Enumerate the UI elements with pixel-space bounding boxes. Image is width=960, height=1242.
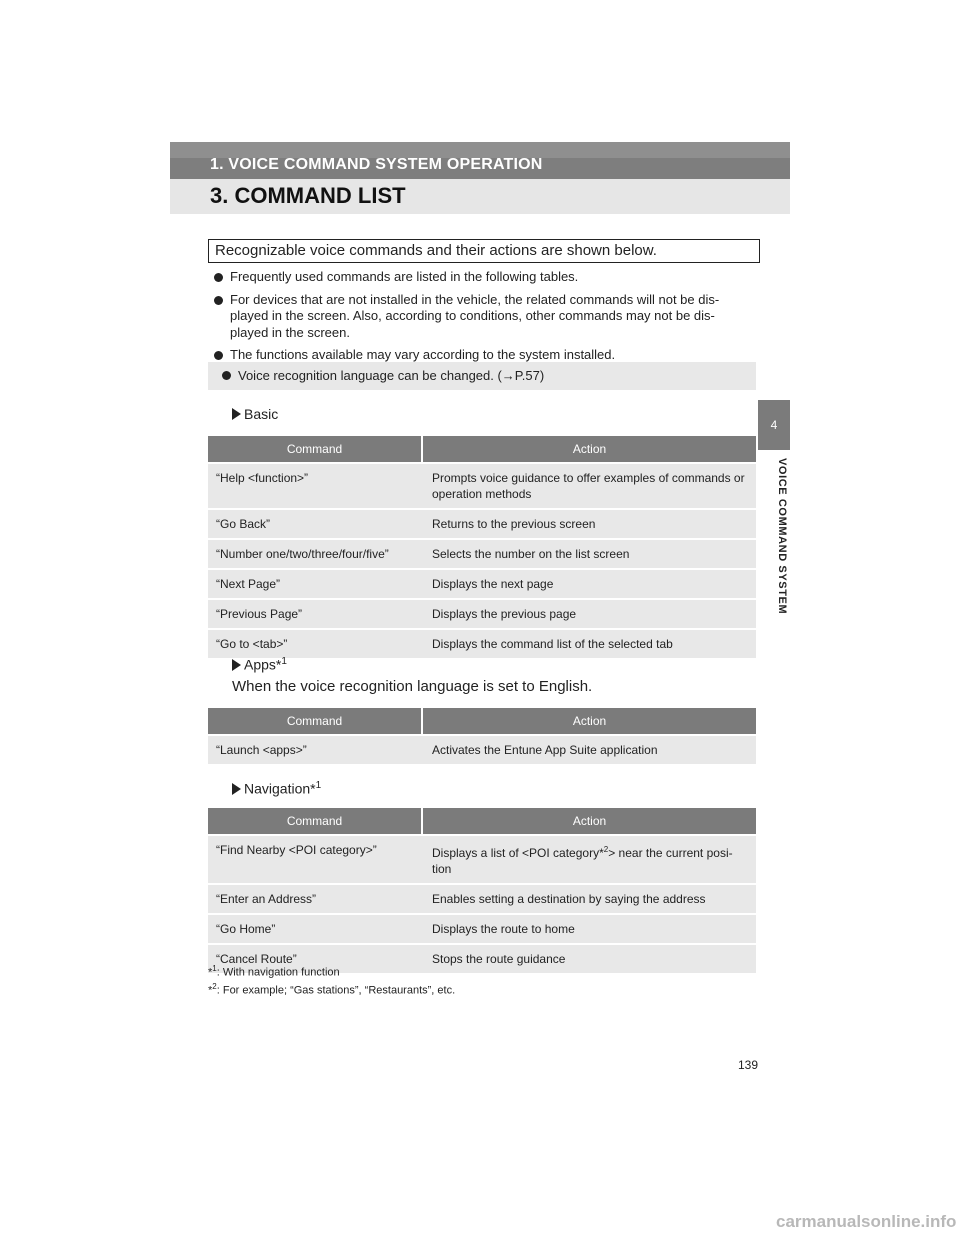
note-box (208, 362, 756, 390)
footnote-text: : With navigation function (216, 966, 340, 979)
command-cell: “Find Nearby <POI category>” (208, 835, 422, 884)
command-column-header: Command (208, 436, 422, 463)
table-row (208, 884, 756, 914)
footnote (208, 980, 455, 998)
command-cell: “Previous Page” (208, 599, 422, 629)
table-header-row (208, 436, 756, 463)
page-number: 139 (738, 1058, 759, 1072)
apps-heading (232, 656, 287, 673)
basic-command-table (208, 436, 756, 658)
command-cell: “Enter an Address” (208, 884, 422, 914)
triangle-right-icon (232, 659, 241, 671)
action-column-header: Action (422, 808, 756, 835)
footnote-marker: 1 (212, 964, 217, 973)
table-header-row (208, 708, 756, 735)
table-row (208, 539, 756, 569)
command-cell: “Go to <tab>” (208, 629, 422, 658)
side-chapter-label: VOICE COMMAND SYSTEM (776, 458, 788, 615)
intro-box: Recognizable voice commands and their actions are shown below. (208, 239, 760, 263)
footnote-marker: 1 (315, 780, 322, 791)
command-cell: “Help <function>” (208, 463, 422, 509)
navigation-command-table (208, 808, 756, 973)
bullet-list (212, 269, 752, 370)
footnote-marker: 2 (603, 845, 609, 854)
command-cell: “Launch <apps>” (208, 735, 422, 764)
action-cell: Displays the previous page (422, 599, 756, 629)
action-cell: Returns to the previous screen (422, 509, 756, 539)
table-header-row (208, 808, 756, 835)
command-cell: “Number one/two/three/four/five” (208, 539, 422, 569)
triangle-right-icon (232, 408, 241, 420)
action-column-header: Action (422, 708, 756, 735)
action-cell: Displays the command list of the selected tab (422, 629, 756, 658)
action-cell (422, 835, 756, 884)
navigation-heading (232, 780, 321, 797)
bullet-item: Frequently used commands are listed in the following tables. (212, 269, 752, 286)
footnote-mark: * (208, 966, 213, 979)
footnote-text: : For example; “Gas stations”, “Restaurants”, etc. (216, 984, 456, 997)
command-column-header: Command (208, 708, 422, 735)
table-row (208, 835, 756, 884)
command-cell: “Next Page” (208, 569, 422, 599)
command-column-header: Command (208, 808, 422, 835)
command-cell: “Cancel Route” (208, 944, 422, 973)
command-cell: “Go Back” (208, 509, 422, 539)
navigation-heading-text: Navigation* (244, 780, 316, 797)
triangle-right-icon (232, 783, 241, 795)
command-cell: “Go Home” (208, 914, 422, 944)
section-title: 1. VOICE COMMAND SYSTEM OPERATION (210, 156, 543, 173)
action-column-header: Action (422, 436, 756, 463)
chapter-tab: 4 (758, 400, 790, 450)
header-band (170, 142, 790, 214)
basic-heading-text: Basic (244, 406, 279, 422)
bullet-item: The functions available may vary according to the system installed. (212, 347, 752, 364)
action-cell: Activates the Entune App Suite application (422, 735, 756, 764)
footnote-marker: 2 (212, 981, 217, 991)
action-cell: Displays the route to home (422, 914, 756, 944)
bullet-dot-icon (222, 371, 231, 380)
apps-language-note: When the voice recognition language is set to English. (232, 678, 593, 695)
action-cell: Stops the route guidance (422, 944, 756, 973)
apps-command-table (208, 708, 756, 764)
basic-heading (232, 406, 278, 422)
footnotes (208, 962, 455, 997)
table-row (208, 629, 756, 658)
table-row (208, 735, 756, 764)
footnote (208, 962, 455, 980)
action-cell: Selects the number on the list screen (422, 539, 756, 569)
note-text: Voice recognition language can be changed. (→P.57) (238, 368, 545, 383)
action-cell: Enables setting a destination by saying the address (422, 884, 756, 914)
chapter-title: 3. COMMAND LIST (210, 183, 406, 208)
section-header-bar (170, 142, 790, 179)
watermark: carmanualsonline.info (776, 1212, 957, 1231)
action-cell: Prompts voice guidance to offer examples of commands or operation methods (422, 463, 756, 509)
table-row (208, 569, 756, 599)
bullet-item: For devices that are not installed in the vehicle, the related commands will not be dis-played in the screen. Also, according to conditions, other commands may not be dis-played in the screen. (212, 292, 752, 342)
table-row (208, 599, 756, 629)
table-row (208, 463, 756, 509)
table-row (208, 509, 756, 539)
footnote-marker: 1 (281, 656, 287, 667)
footnote-mark: * (208, 984, 213, 997)
table-row (208, 914, 756, 944)
action-text: > near the current posi-tion (432, 846, 733, 876)
action-text: Displays a list of <POI category* (432, 846, 604, 860)
apps-heading-text: Apps* (244, 656, 282, 673)
action-cell: Displays the next page (422, 569, 756, 599)
